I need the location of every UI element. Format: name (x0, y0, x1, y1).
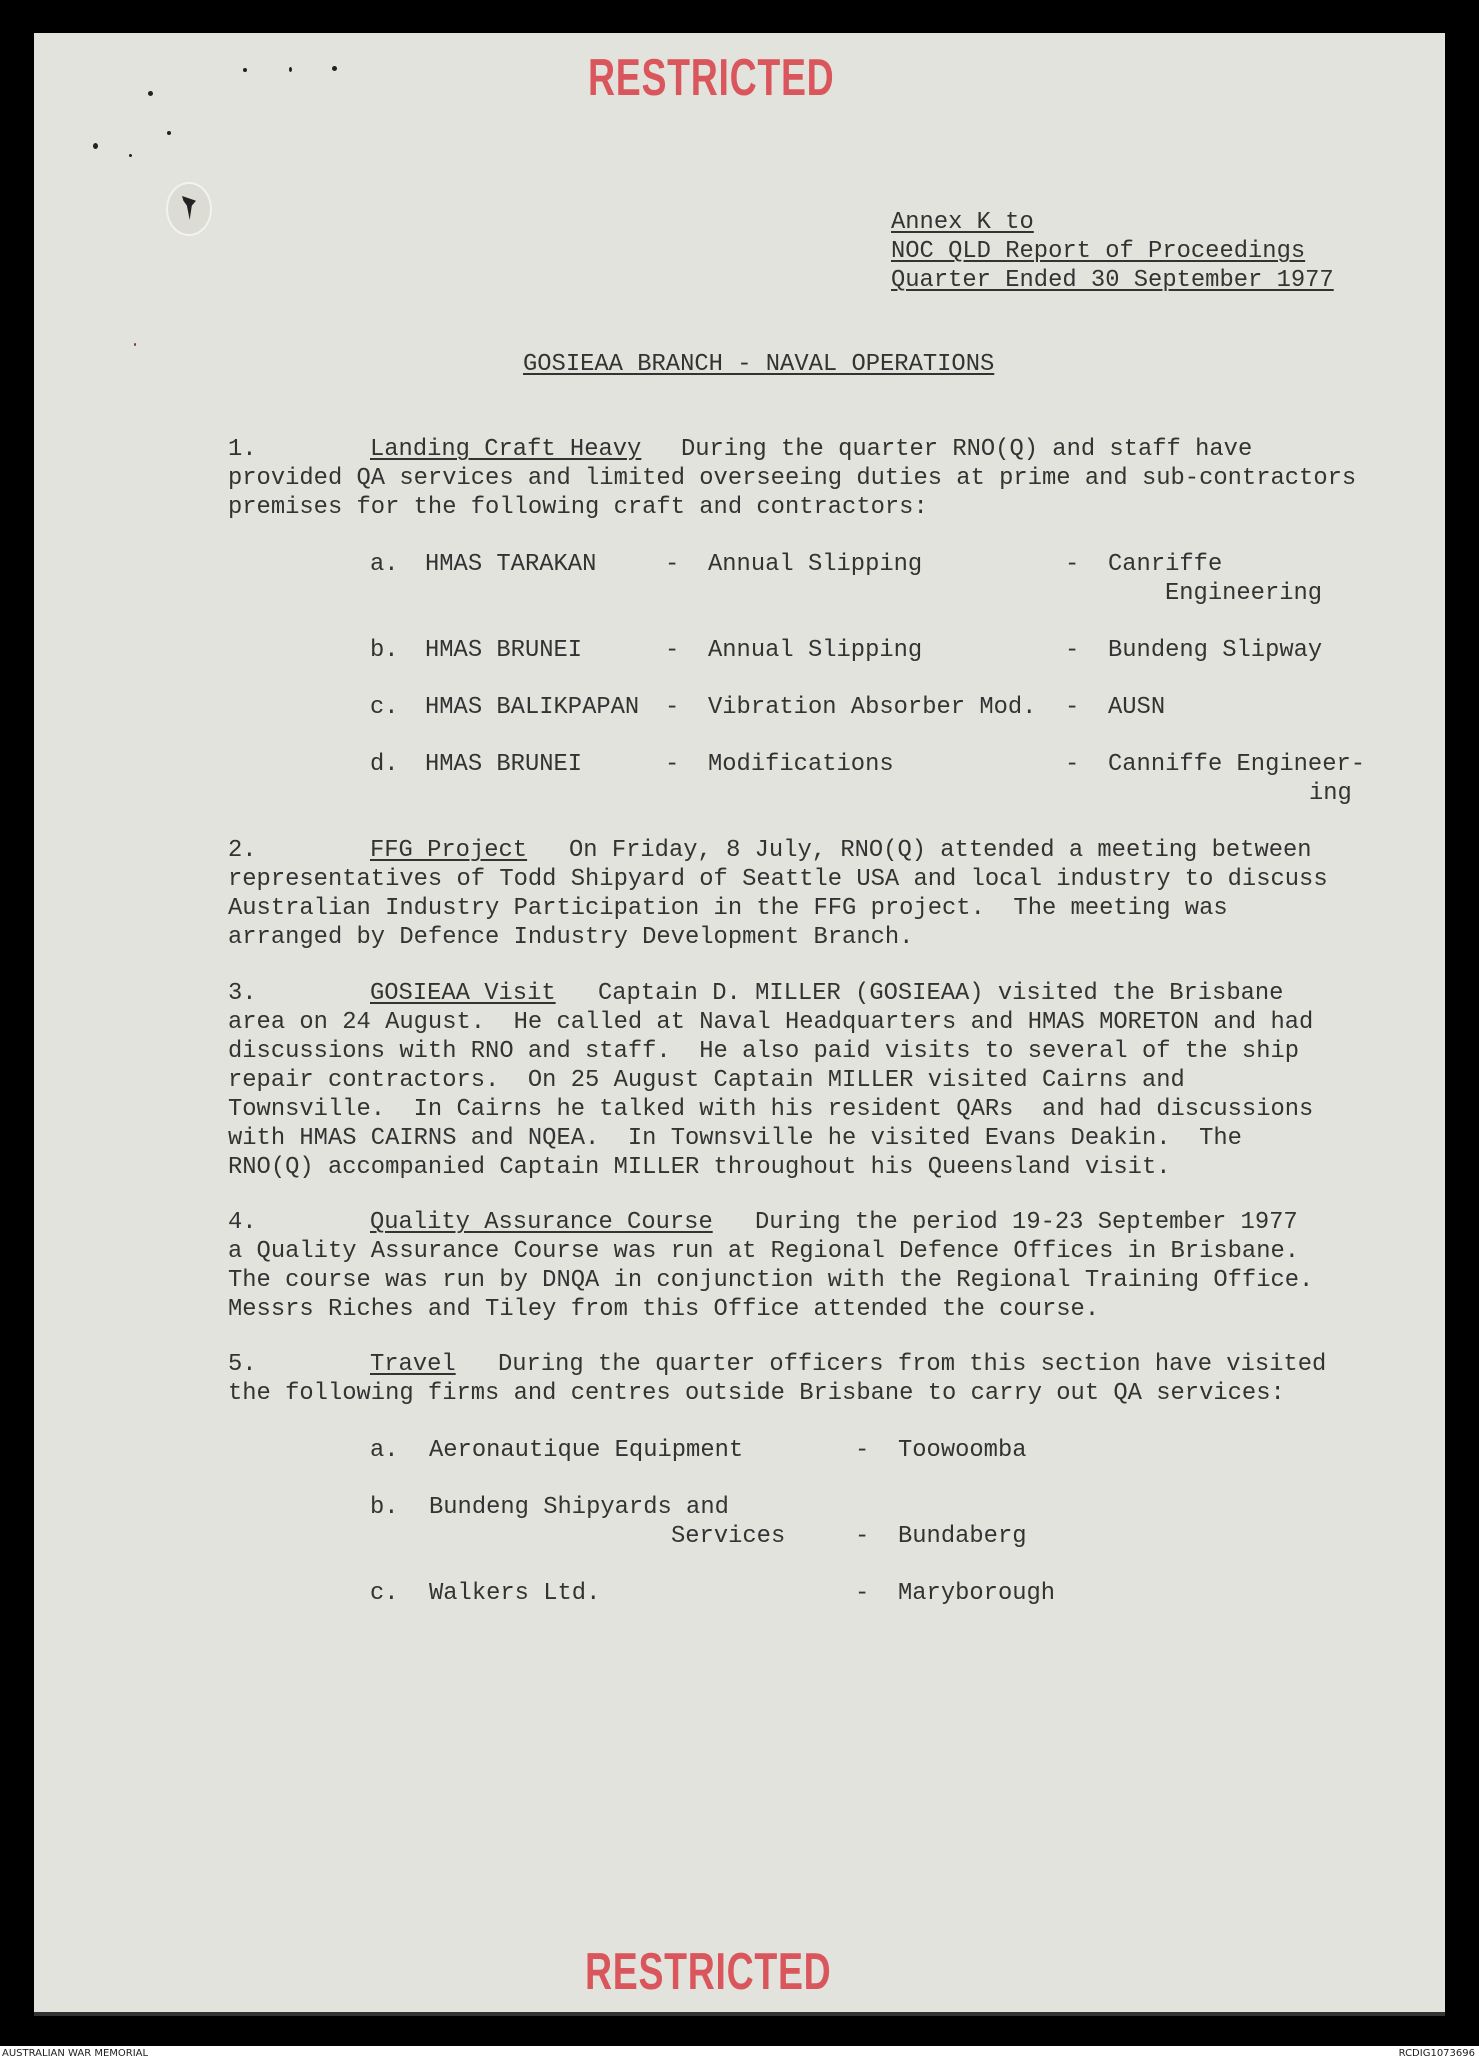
item-contractor-cont: ing (1309, 780, 1352, 807)
para4-line: The course was run by DNQA in conjunction with the Regional Training Office. (228, 1267, 1314, 1294)
restricted-stamp-bottom: RESTRICTED (585, 1943, 832, 2001)
para5-number: 5. (228, 1351, 257, 1378)
item-ship: HMAS BRUNEI (425, 637, 583, 664)
staple-hole (167, 131, 171, 135)
para3-line: area on 24 August. He called at Naval Headquarters and HMAS MORETON and had (228, 1009, 1314, 1036)
item-contractor-cont: Engineering (1165, 580, 1323, 607)
item-dash: - (1065, 551, 1080, 578)
para4-number: 4. (228, 1209, 257, 1236)
item-contractor: AUSN (1108, 694, 1166, 721)
item-work: Annual Slipping (708, 551, 923, 578)
para5-text-first: During the quarter officers from this section have visited (498, 1351, 1327, 1378)
travel-place: Bundaberg (898, 1523, 1027, 1550)
item-dash: - (665, 751, 680, 778)
para3-line: Townsville. In Cairns he talked with his resident QARs and had discussions (228, 1096, 1314, 1123)
item-letter: a. (370, 551, 399, 578)
item-dash: - (1065, 637, 1080, 664)
para4-heading: Quality Assurance Course (370, 1209, 713, 1236)
para4-text-first: During the period 19-23 September 1977 (755, 1209, 1298, 1236)
travel-place: Maryborough (898, 1580, 1056, 1607)
para3-number: 3. (228, 980, 257, 1007)
para2-text-first: On Friday, 8 July, RNO(Q) attended a meeting between (569, 837, 1312, 864)
para2-number: 2. (228, 837, 257, 864)
item-dash: - (665, 694, 680, 721)
staple-hole (289, 67, 292, 72)
restricted-stamp-top: RESTRICTED (588, 49, 835, 107)
item-contractor: Canriffe (1108, 551, 1223, 578)
travel-dash: - (855, 1523, 870, 1550)
item-ship: HMAS BALIKPAPAN (425, 694, 640, 721)
travel-place: Toowoomba (898, 1437, 1027, 1464)
item-letter: d. (370, 751, 399, 778)
annex-line-3: Quarter Ended 30 September 1977 (891, 267, 1334, 294)
para3-line: RNO(Q) accompanied Captain MILLER throughout his Queensland visit. (228, 1154, 1171, 1181)
para2-line: arranged by Defence Industry Development Branch. (228, 924, 914, 951)
torn-punch-hole (166, 182, 212, 236)
staple-hole (332, 66, 337, 71)
staple-hole (93, 143, 98, 149)
caption-strip (0, 2046, 1479, 2061)
item-ship: HMAS TARAKAN (425, 551, 597, 578)
staple-hole (134, 343, 136, 346)
archive-credit: AUSTRALIAN WAR MEMORIAL (2, 2048, 149, 2059)
para1-number: 1. (228, 436, 257, 463)
para3-line: discussions with RNO and staff. He also paid visits to several of the ship (228, 1038, 1300, 1065)
staple-hole (148, 91, 153, 96)
travel-dash: - (855, 1580, 870, 1607)
para3-line: with HMAS CAIRNS and NQEA. In Townsville he visited Evans Deakin. The (228, 1125, 1242, 1152)
para1-text-first: During the quarter RNO(Q) and staff have (681, 436, 1253, 463)
travel-firm: Aeronautique Equipment (429, 1437, 744, 1464)
item-contractor: Canniffe Engineer- (1108, 751, 1366, 778)
item-contractor: Bundeng Slipway (1108, 637, 1323, 664)
para2-line: Australian Industry Participation in the FFG project. The meeting was (228, 895, 1228, 922)
para3-heading: GOSIEAA Visit (370, 980, 556, 1007)
item-work: Modifications (708, 751, 894, 778)
annex-line-1: Annex K to (891, 209, 1034, 236)
item-dash: - (665, 551, 680, 578)
item-work: Vibration Absorber Mod. (708, 694, 1037, 721)
travel-firm: Bundeng Shipyards and (429, 1494, 729, 1521)
item-letter: c. (370, 694, 399, 721)
travel-letter: c. (370, 1580, 399, 1607)
archive-id: RCDIG1073696 (1398, 2048, 1475, 2059)
para3-line: repair contractors. On 25 August Captain MILLER visited Cairns and (228, 1067, 1185, 1094)
para2-heading: FFG Project (370, 837, 528, 864)
page-edge-shadow (34, 2012, 1445, 2016)
page-title: GOSIEAA BRANCH - NAVAL OPERATIONS (523, 351, 995, 378)
item-dash: - (665, 637, 680, 664)
para1-line: provided QA services and limited overseeing duties at prime and sub-contractors (228, 465, 1357, 492)
para4-line: Messrs Riches and Tiley from this Office attended the course. (228, 1296, 1100, 1323)
para5-heading: Travel (370, 1351, 456, 1378)
para4-line: a Quality Assurance Course was run at Regional Defence Offices in Brisbane. (228, 1238, 1300, 1265)
item-dash: - (1065, 694, 1080, 721)
para1-line: premises for the following craft and contractors: (228, 494, 928, 521)
travel-letter: a. (370, 1437, 399, 1464)
staple-hole (129, 154, 132, 157)
item-letter: b. (370, 637, 399, 664)
para5-line: the following firms and centres outside Brisbane to carry out QA services: (228, 1380, 1285, 1407)
item-ship: HMAS BRUNEI (425, 751, 583, 778)
para2-line: representatives of Todd Shipyard of Seattle USA and local industry to discuss (228, 866, 1328, 893)
item-dash: - (1065, 751, 1080, 778)
item-work: Annual Slipping (708, 637, 923, 664)
travel-letter: b. (370, 1494, 399, 1521)
travel-dash: - (855, 1437, 870, 1464)
annex-line-2: NOC QLD Report of Proceedings (891, 238, 1306, 265)
para1-heading: Landing Craft Heavy (370, 436, 642, 463)
para3-text-first: Captain D. MILLER (GOSIEAA) visited the Brisbane (598, 980, 1284, 1007)
travel-firm-cont: Services (671, 1523, 786, 1550)
staple-hole (243, 68, 247, 72)
travel-firm: Walkers Ltd. (429, 1580, 601, 1607)
